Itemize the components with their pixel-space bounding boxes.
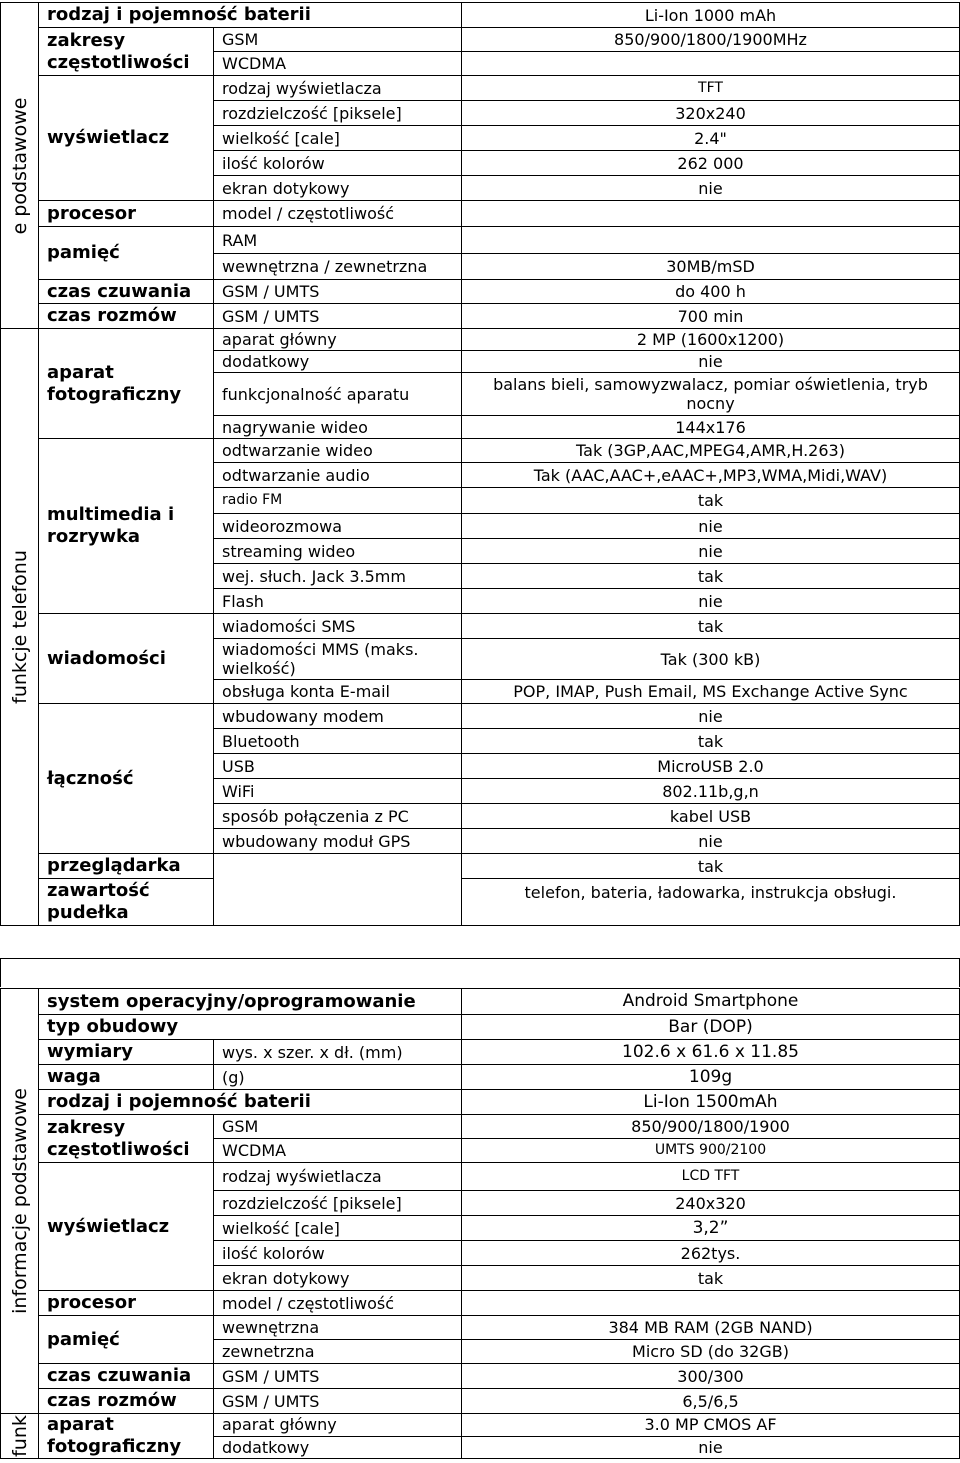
freq-label-2: zakresy częstotliwości	[39, 1115, 214, 1163]
mms-value: Tak (300 kB)	[462, 639, 960, 680]
mms-label: wiadomości MMS (maks. wielkość)	[214, 639, 462, 680]
display-label-2: wyświetlacz	[39, 1163, 214, 1291]
video-play-value: Tak (3GP,AAC,MPEG4,AMR,H.263)	[462, 439, 960, 463]
pc-connection-value: kabel USB	[462, 804, 960, 829]
flash-value: nie	[462, 589, 960, 614]
side-label-functions: funkcje telefonu	[1, 329, 39, 926]
gps-value: nie	[462, 829, 960, 854]
display-colors-label: ilość kolorów	[214, 151, 462, 176]
gsm-value-2: 850/900/1800/1900	[462, 1115, 960, 1139]
camera-label: aparat fotograficzny	[39, 329, 214, 439]
battery-label-2: rodzaj i pojemność baterii	[39, 1090, 462, 1115]
sms-label: wiadomości SMS	[214, 614, 462, 639]
audio-play-label: odtwarzanie audio	[214, 463, 462, 488]
video-rec-label: nagrywanie wideo	[214, 416, 462, 439]
display-res-value-2: 240x320	[462, 1191, 960, 1216]
display-touch-label: ekran dotykowy	[214, 176, 462, 201]
standby-value: do 400 h	[462, 280, 960, 304]
memory-label: pamięć	[39, 227, 214, 280]
radio-value: tak	[462, 488, 960, 514]
display-colors-value-2: 262tys.	[462, 1241, 960, 1266]
streaming-label: streaming wideo	[214, 539, 462, 564]
dimensions-sub-label: wys. x szer. x dł. (mm)	[214, 1040, 462, 1065]
display-touch-label-2: ekran dotykowy	[214, 1266, 462, 1291]
standby-sub-label: GSM / UMTS	[214, 280, 462, 304]
display-size-label: wielkość [cale]	[214, 126, 462, 151]
spec-table-1	[0, 2, 960, 926]
int-memory-label-2: wewnętrzna	[214, 1316, 462, 1340]
cpu-value	[462, 201, 960, 227]
camera-main-label-2: aparat główny	[214, 1414, 462, 1437]
case-type-value: Bar (DOP)	[462, 1015, 960, 1040]
dimensions-label: wymiary	[39, 1040, 214, 1065]
email-label: obsługa konta E-mail	[214, 680, 462, 704]
display-colors-label-2: ilość kolorów	[214, 1241, 462, 1266]
ram-value	[462, 227, 960, 254]
display-label: wyświetlacz	[39, 76, 214, 201]
spec-table-1-grid	[0, 2, 960, 926]
streaming-value: nie	[462, 539, 960, 564]
wcdma-label: WCDMA	[214, 52, 462, 76]
os-value: Android Smartphone	[462, 989, 960, 1015]
jack-value: tak	[462, 564, 960, 589]
video-rec-value: 144x176	[462, 416, 960, 439]
modem-value: nie	[462, 704, 960, 729]
browser-label: przeglądarka	[39, 854, 214, 879]
browser-box-sub-empty	[214, 854, 462, 926]
messages-label: wiadomości	[39, 614, 214, 704]
modem-label: wbudowany modem	[214, 704, 462, 729]
usb-value: MicroUSB 2.0	[462, 754, 960, 779]
camera-main-value-2: 3.0 MP CMOS AF	[462, 1414, 960, 1437]
spec-table-2	[0, 988, 960, 1459]
battery-value: Li-Ion 1000 mAh	[462, 3, 960, 28]
int-memory-value: 30MB/mSD	[462, 254, 960, 280]
battery-label: rodzaj i pojemność baterii	[39, 3, 462, 28]
cpu-sub-label-2: model / częstotliwość	[214, 1291, 462, 1316]
talk-value-2: 6,5/6,5	[462, 1389, 960, 1414]
side-label-functions-2: funk	[1, 1414, 39, 1459]
gps-label: wbudowany moduł GPS	[214, 829, 462, 854]
camera-extra-value: nie	[462, 351, 960, 373]
camera-label-2: aparat fotograficzny	[39, 1414, 214, 1459]
display-res-label-2: rozdzielczość [piksele]	[214, 1191, 462, 1216]
side-label-basic: e podstawowe	[1, 3, 39, 329]
wcdma-value-2: UMTS 900/2100	[462, 1139, 960, 1163]
display-touch-value-2: tak	[462, 1266, 960, 1291]
dimensions-value: 102.6 x 61.6 x 11.85	[462, 1040, 960, 1065]
wcdma-value	[462, 52, 960, 76]
videocall-value: nie	[462, 514, 960, 539]
display-size-label-2: wielkość [cale]	[214, 1216, 462, 1241]
talk-sub-label: GSM / UMTS	[214, 304, 462, 329]
camera-extra-label: dodatkowy	[214, 351, 462, 373]
ext-memory-value-2: Micro SD (do 32GB)	[462, 1340, 960, 1364]
videocall-label: wideorozmowa	[214, 514, 462, 539]
jack-label: wej. słuch. Jack 3.5mm	[214, 564, 462, 589]
camera-main-value: 2 MP (1600x1200)	[462, 329, 960, 351]
display-res-value: 320x240	[462, 101, 960, 126]
camera-extra-label-2: dodatkowy	[214, 1436, 462, 1459]
os-label: system operacyjny/oprogramowanie	[39, 989, 462, 1015]
box-contents-label: zawartość pudełka	[39, 879, 214, 926]
ext-memory-label-2: zewnetrzna	[214, 1340, 462, 1364]
bluetooth-label: Bluetooth	[214, 729, 462, 754]
usb-label: USB	[214, 754, 462, 779]
gsm-label-2: GSM	[214, 1115, 462, 1139]
standby-label: czas czuwania	[39, 280, 214, 304]
display-colors-value: 262 000	[462, 151, 960, 176]
standby-sub-label-2: GSM / UMTS	[214, 1364, 462, 1389]
cpu-label-2: procesor	[39, 1291, 214, 1316]
cpu-sub-label: model / częstotliwość	[214, 201, 462, 227]
weight-label: waga	[39, 1065, 214, 1090]
talk-sub-label-2: GSM / UMTS	[214, 1389, 462, 1414]
audio-play-value: Tak (AAC,AAC+,eAAC+,MP3,WMA,Midi,WAV)	[462, 463, 960, 488]
display-type-value: TFT	[462, 76, 960, 101]
int-memory-label: wewnętrzna / zewnetrzna	[214, 254, 462, 280]
cpu-value-2	[462, 1291, 960, 1316]
weight-value: 109g	[462, 1065, 960, 1090]
box-contents-value: telefon, bateria, ładowarka, instrukcja obsługi.	[462, 879, 960, 926]
camera-extra-value-2: nie	[462, 1436, 960, 1459]
sms-value: tak	[462, 614, 960, 639]
display-size-value-2: 3,2”	[462, 1216, 960, 1241]
side-label-basic-info: informacje podstawowe	[1, 989, 39, 1414]
display-res-label: rozdzielczość [piksele]	[214, 101, 462, 126]
standby-value-2: 300/300	[462, 1364, 960, 1389]
case-type-label: typ obudowy	[39, 1015, 462, 1040]
weight-sub-label: (g)	[214, 1065, 462, 1090]
display-type-label: rodzaj wyświetlacza	[214, 76, 462, 101]
wcdma-label-2: WCDMA	[214, 1139, 462, 1163]
camera-func-value: balans bieli, samowyzwalacz, pomiar oświetlenia, tryb nocny	[462, 373, 960, 416]
display-size-value: 2.4"	[462, 126, 960, 151]
multimedia-label: multimedia i rozrywka	[39, 439, 214, 614]
int-memory-value-2: 384 MB RAM (2GB NAND)	[462, 1316, 960, 1340]
connectivity-label: łączność	[39, 704, 214, 854]
display-type-value-2: LCD TFT	[462, 1163, 960, 1191]
talk-label-2: czas rozmów	[39, 1389, 214, 1414]
talk-value: 700 min	[462, 304, 960, 329]
display-touch-value: nie	[462, 176, 960, 201]
camera-main-label: aparat główny	[214, 329, 462, 351]
spec-table-2-grid	[0, 988, 960, 1459]
section-divider	[0, 958, 960, 987]
freq-label: zakresy częstotliwości	[39, 28, 214, 76]
cpu-label: procesor	[39, 201, 214, 227]
pc-connection-label: sposób połączenia z PC	[214, 804, 462, 829]
video-play-label: odtwarzanie wideo	[214, 439, 462, 463]
battery-value-2: Li-Ion 1500mAh	[462, 1090, 960, 1115]
wifi-label: WiFi	[214, 779, 462, 804]
browser-value: tak	[462, 854, 960, 879]
display-type-label-2: rodzaj wyświetlacza	[214, 1163, 462, 1191]
memory-label-2: pamięć	[39, 1316, 214, 1364]
wifi-value: 802.11b,g,n	[462, 779, 960, 804]
bluetooth-value: tak	[462, 729, 960, 754]
gsm-value: 850/900/1800/1900MHz	[462, 28, 960, 52]
standby-label-2: czas czuwania	[39, 1364, 214, 1389]
gsm-label: GSM	[214, 28, 462, 52]
email-value: POP, IMAP, Push Email, MS Exchange Active Sync	[462, 680, 960, 704]
camera-func-label: funkcjonalność aparatu	[214, 373, 462, 416]
ram-label: RAM	[214, 227, 462, 254]
flash-label: Flash	[214, 589, 462, 614]
radio-label: radio FM	[214, 488, 462, 514]
talk-label: czas rozmów	[39, 304, 214, 329]
